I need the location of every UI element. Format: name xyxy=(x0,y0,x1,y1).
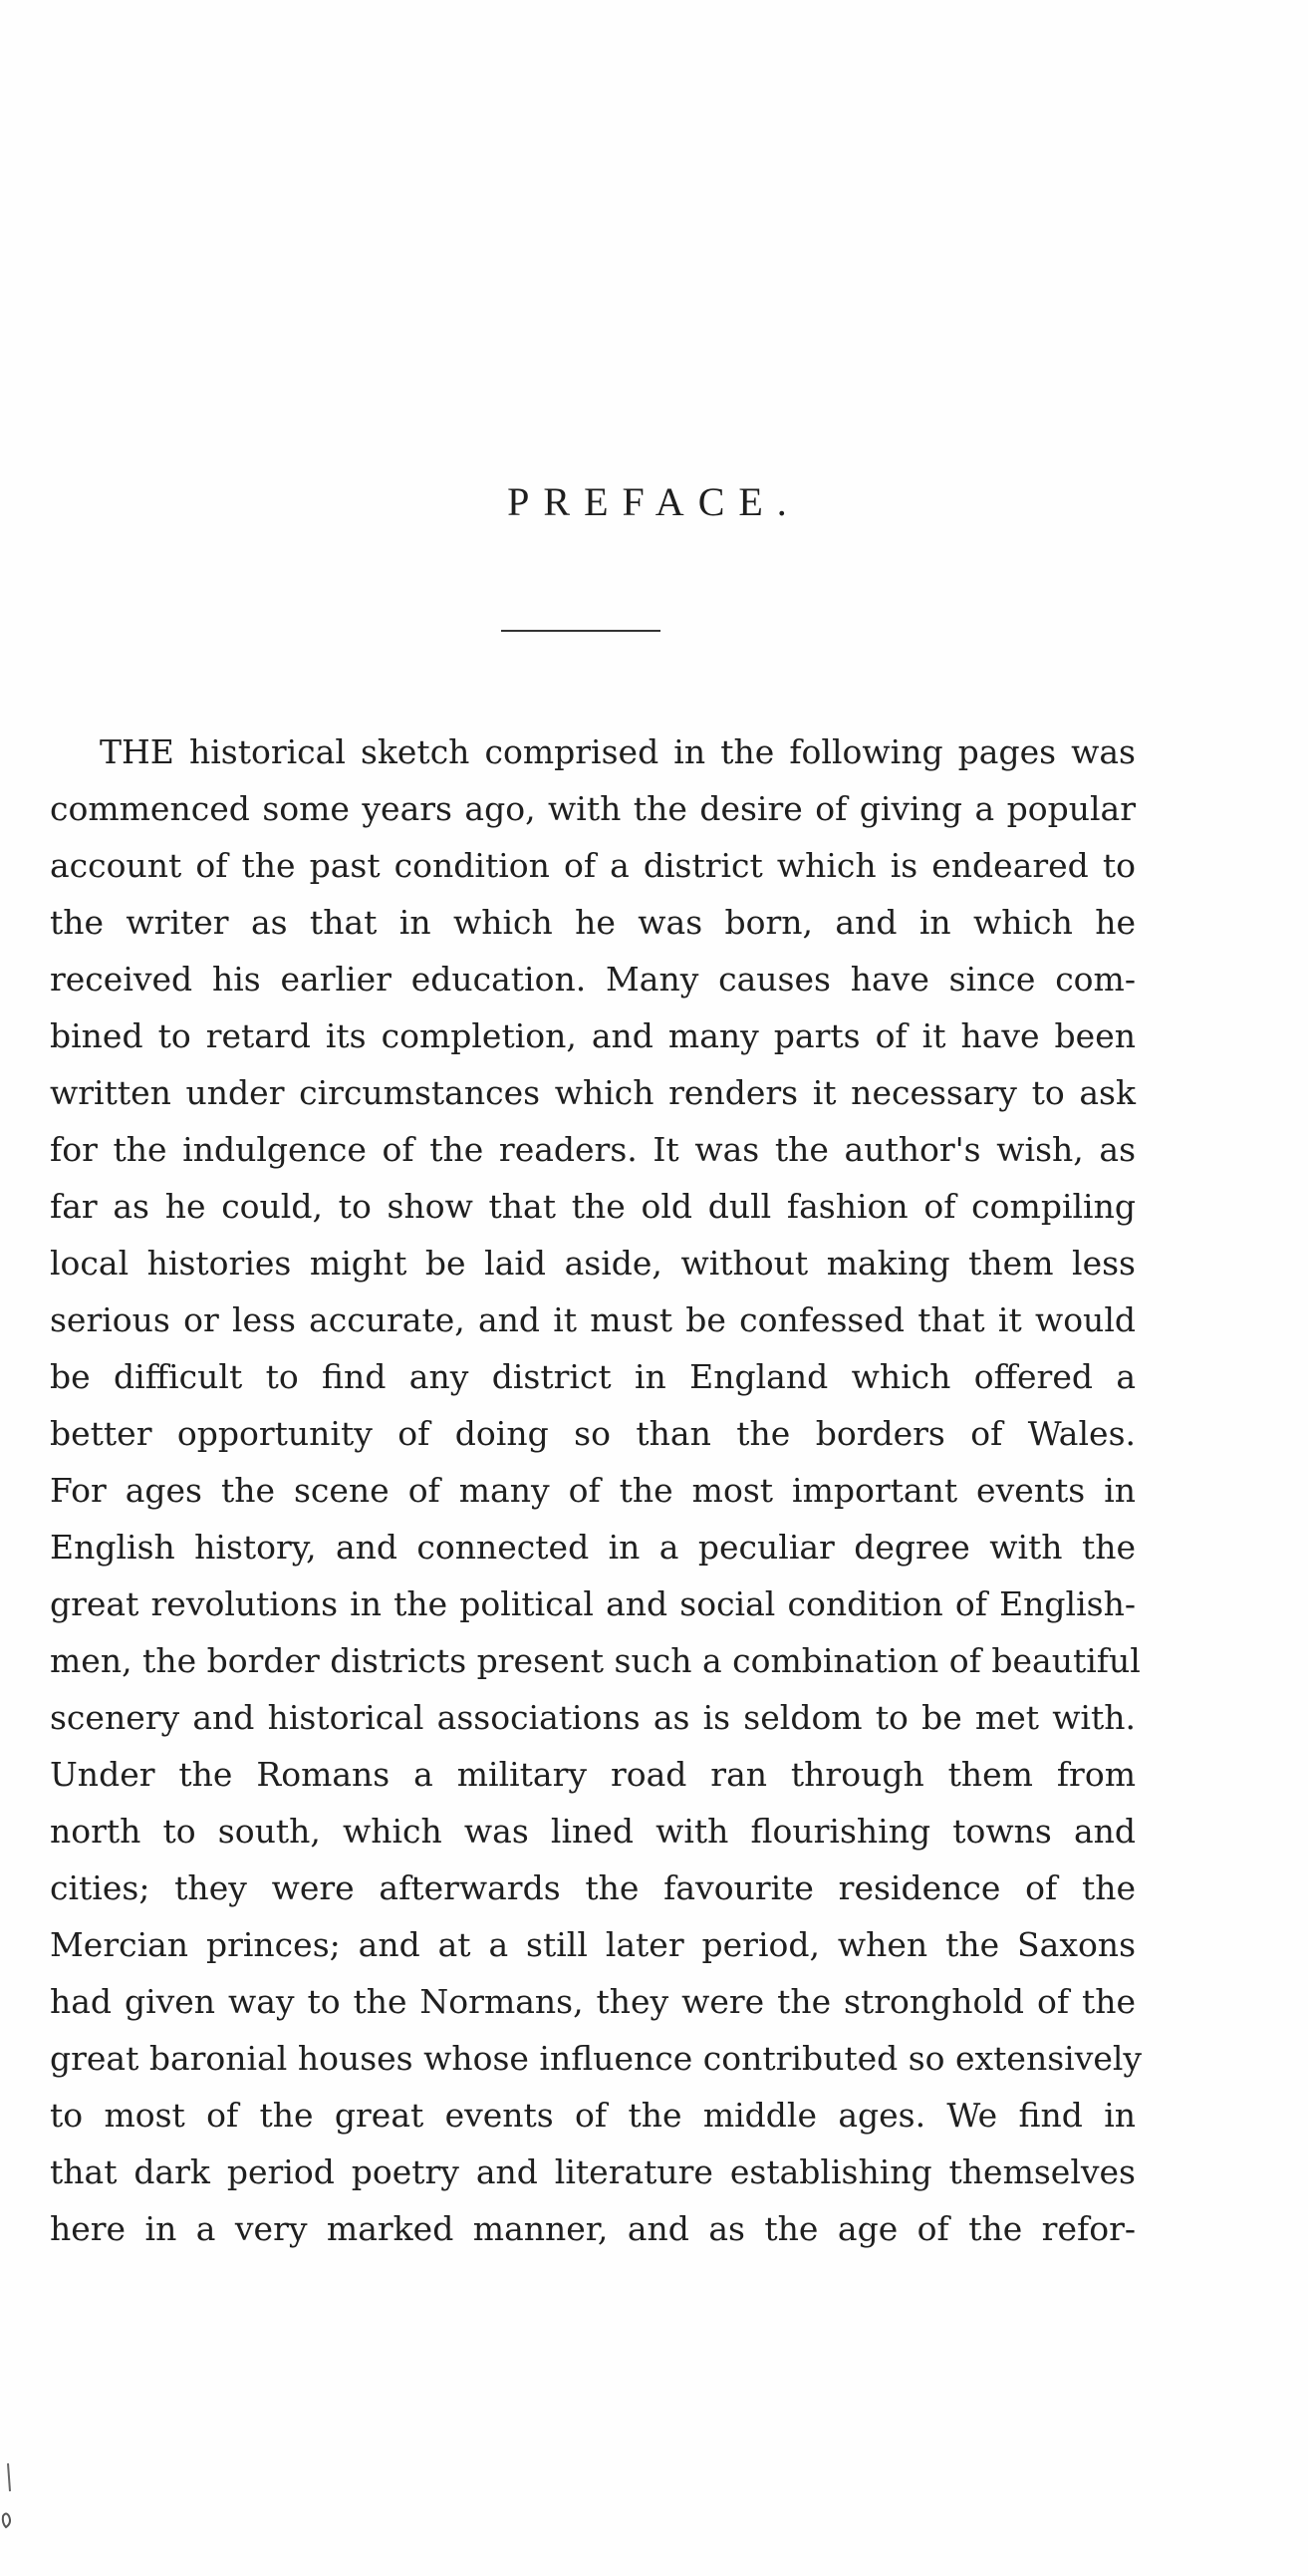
text-line: far as he could, to show that the old dull fashion of compiling xyxy=(50,1187,1136,1226)
title-divider xyxy=(501,630,660,632)
text-line: great baronial houses whose influence contributed so extensively xyxy=(50,2039,1143,2078)
text-line: be difficult to find any district in England which offered a xyxy=(50,1357,1136,1396)
text-line: men, the border districts present such a combination of beautiful xyxy=(50,1641,1141,1680)
text-line: serious or less accurate, and it must be confessed that it would xyxy=(50,1300,1136,1339)
text-line: the writer as that in which he was born, and in which he xyxy=(50,903,1136,942)
text-line: written under circumstances which renders it necessary to ask xyxy=(50,1073,1136,1112)
text-line: north to south, which was lined with flourishing towns and xyxy=(50,1812,1136,1851)
text-line: English history, and connected in a peculiar degree with the xyxy=(50,1528,1136,1567)
text-line: THE historical sketch comprised in the following pages was xyxy=(100,732,1136,771)
text-line: to most of the great events of the middle ages. We find in xyxy=(50,2096,1136,2135)
text-line: better opportunity of doing so than the borders of Wales. xyxy=(50,1414,1136,1453)
text-line: cities; they were afterwards the favourite residence of the xyxy=(50,1868,1136,1907)
text-line: commenced some years ago, with the desire of giving a popular xyxy=(50,789,1136,828)
text-line: Mercian princes; and at a still later period, when the Saxons xyxy=(50,1925,1136,1964)
text-line: for the indulgence of the readers. It was the author's wish, as xyxy=(50,1130,1136,1169)
text-line: bined to retard its completion, and many parts of it have been xyxy=(50,1016,1136,1055)
text-line: that dark period poetry and literature establishing themselves xyxy=(50,2152,1136,2191)
text-line: For ages the scene of many of the most important events in xyxy=(50,1471,1136,1510)
text-line: here in a very marked manner, and as the age of the refor- xyxy=(50,2209,1136,2248)
text-line: local histories might be laid aside, without making them less xyxy=(50,1244,1136,1283)
text-line: had given way to the Normans, they were the stronghold of the xyxy=(50,1982,1136,2021)
preface-paragraph xyxy=(50,723,1143,2257)
text-line: account of the past condition of a district which is endeared to xyxy=(50,846,1136,885)
text-line: scenery and historical associations as is seldom to be met with. xyxy=(50,1698,1136,1737)
text-line: great revolutions in the political and social condition of English- xyxy=(50,1584,1136,1623)
page-title: PREFACE. xyxy=(507,479,801,524)
text-line: received his earlier education. Many causes have since com- xyxy=(50,960,1136,999)
text-line: Under the Romans a military road ran through them from xyxy=(50,1755,1136,1794)
page-edge-marks xyxy=(0,2461,30,2561)
